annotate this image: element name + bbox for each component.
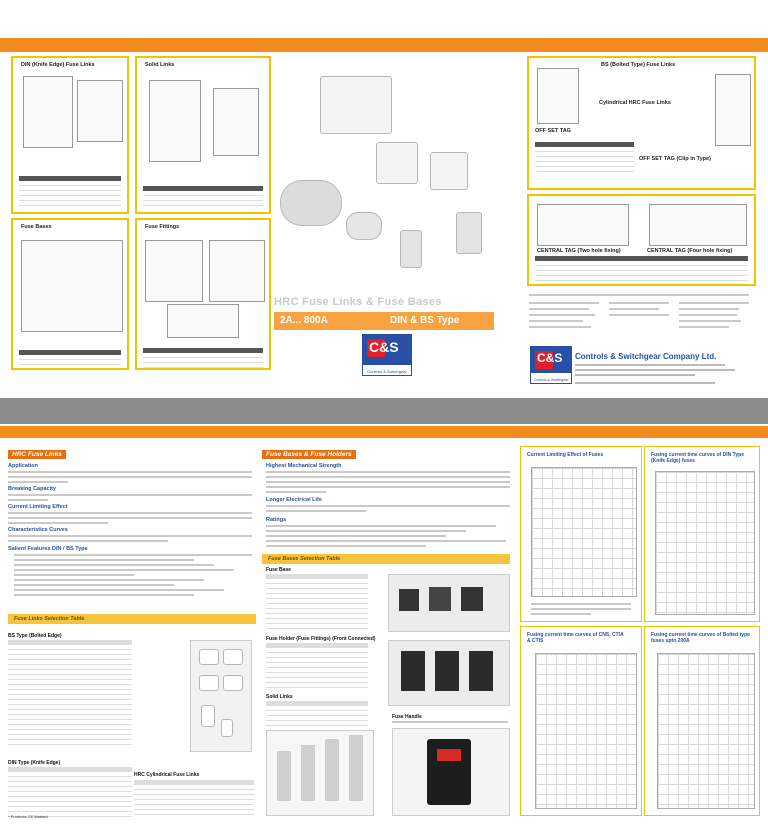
drawing (23, 76, 73, 148)
fuse-holder-table (266, 643, 368, 688)
solid-links-table (266, 701, 368, 726)
table (143, 348, 263, 368)
highest-strength-heading: Highest Mechanical Strength (266, 463, 342, 469)
bs-type-table (8, 640, 132, 745)
hrc-cyl-table (134, 780, 254, 815)
characteristic-curves-heading: Characteristics Curves (8, 527, 68, 533)
ratings-heading: Ratings (266, 517, 287, 523)
table (19, 176, 121, 206)
solid-links-heading: Solid Links (266, 694, 293, 700)
drawing (77, 80, 123, 142)
bases-holders-heading: Fuse Bases & Fuse Holders (262, 450, 356, 459)
central-tag-panel (527, 194, 756, 286)
company-logo (530, 346, 572, 384)
logo-text: C&S (537, 351, 563, 365)
fuse-base-heading: Fuse Base (266, 567, 292, 573)
company-name: Controls & Switchgear Company Ltd. (575, 352, 717, 361)
solid-links-panel (135, 56, 271, 214)
table (143, 186, 263, 206)
drawing (649, 204, 747, 246)
application-heading: Application (8, 463, 38, 469)
panel-title: Solid Links (145, 62, 175, 68)
subtitle: OFF SET TAG (535, 128, 571, 134)
din-links-panel (11, 56, 129, 214)
subtitle: CENTRAL TAG (Four hole fixing) (647, 248, 733, 254)
drawing (21, 240, 123, 332)
drawing (537, 68, 579, 124)
cover-logo (362, 334, 412, 376)
fuse-holder-photo (388, 640, 510, 706)
cover-type: DIN & BS Type (390, 315, 460, 326)
cover-range: 2A... 800A (280, 315, 328, 326)
table (535, 256, 748, 281)
fuse-handle-photo (392, 728, 510, 816)
hrc-cyl-heading: HRC Cylindrical Fuse Links (134, 772, 200, 778)
subtitle: Cylindrical HRC Fuse Links (599, 100, 671, 106)
drawing (715, 74, 751, 146)
fuse-bases-panel (11, 218, 129, 370)
drawing (145, 240, 203, 302)
panel-title: BS (Bolted Type) Fuse Links (601, 62, 676, 68)
drawing (213, 88, 259, 156)
drawing (537, 204, 629, 246)
bs-photo (190, 640, 252, 752)
graph-cns-curves (520, 626, 642, 816)
logo-text: C&S (369, 339, 399, 355)
drawing (209, 240, 265, 302)
graph-din-curves (644, 446, 760, 622)
solid-links-photo (266, 730, 374, 816)
graph-title: Fusing current time curves of Bolted type fuses upto 200A (651, 632, 750, 644)
graph-title: Fusing current time curves of DIN Type (Knife Edge) fuses (651, 452, 744, 464)
fuse-handle-heading: Fuse Handle (392, 714, 422, 720)
table (535, 142, 634, 172)
drawing (167, 304, 239, 338)
longer-life-heading: Longer Electrical Life (266, 497, 322, 503)
cover-title: HRC Fuse Links & Fuse Bases (274, 296, 442, 308)
fuse-holder-heading: Fuse Holder (Fuse Fittings) (Front Connected) (266, 636, 376, 642)
fuse-fittings-panel (135, 218, 271, 370)
subtitle: CENTRAL TAG (Two hole fixing) (537, 248, 621, 254)
sales-offices (529, 292, 755, 336)
panel-title: Fuse Fittings (145, 224, 180, 230)
subtitle: OFF SET TAG (Clip in Type) (639, 156, 711, 162)
graph-bolted-curves (644, 626, 760, 816)
salient-heading: Salient Features DIN / BS Type (8, 546, 88, 552)
current-limiting-heading: Current Limiting Effect (8, 504, 68, 510)
fuse-base-table (266, 574, 368, 629)
panel-title: DIN (Knife Edge) Fuse Links (21, 62, 95, 68)
base-selection-bar: Fuse Bases Selection Table (262, 554, 510, 564)
graph-current-limiting (520, 446, 642, 622)
table (19, 350, 121, 370)
din-type-heading: DIN Type (Knife Edge) (8, 760, 61, 766)
logo-tagline: Controls & Switchgear (367, 369, 407, 374)
top-orange-band (0, 38, 768, 52)
panel-title: Fuse Bases (21, 224, 52, 230)
breaking-capacity-heading: Breaking Capacity (8, 486, 56, 492)
selection-table-bar: Fuse Links Selection Table (8, 614, 256, 624)
din-type-table (8, 767, 132, 817)
bs-links-panel (527, 56, 756, 190)
mid-gray-band (0, 398, 768, 424)
fuse-base-photo (388, 574, 510, 632)
footnote: * Products CE Marked (8, 814, 48, 819)
drawing (149, 80, 201, 162)
bs-type-heading: BS Type (Bolted Edge) (8, 633, 62, 639)
mid-orange-band (0, 426, 768, 438)
graph-title: Current Limiting Effect of Fuses (527, 452, 604, 458)
cover-strip (274, 312, 494, 330)
hrc-links-heading: HRC Fuse Links (8, 450, 66, 459)
cover-product-photo (280, 62, 512, 288)
graph-title: Fusing current time curves of CNS, CTIA & CTIS (527, 632, 624, 644)
logo-tagline: Controls & Switchgear (533, 378, 569, 382)
